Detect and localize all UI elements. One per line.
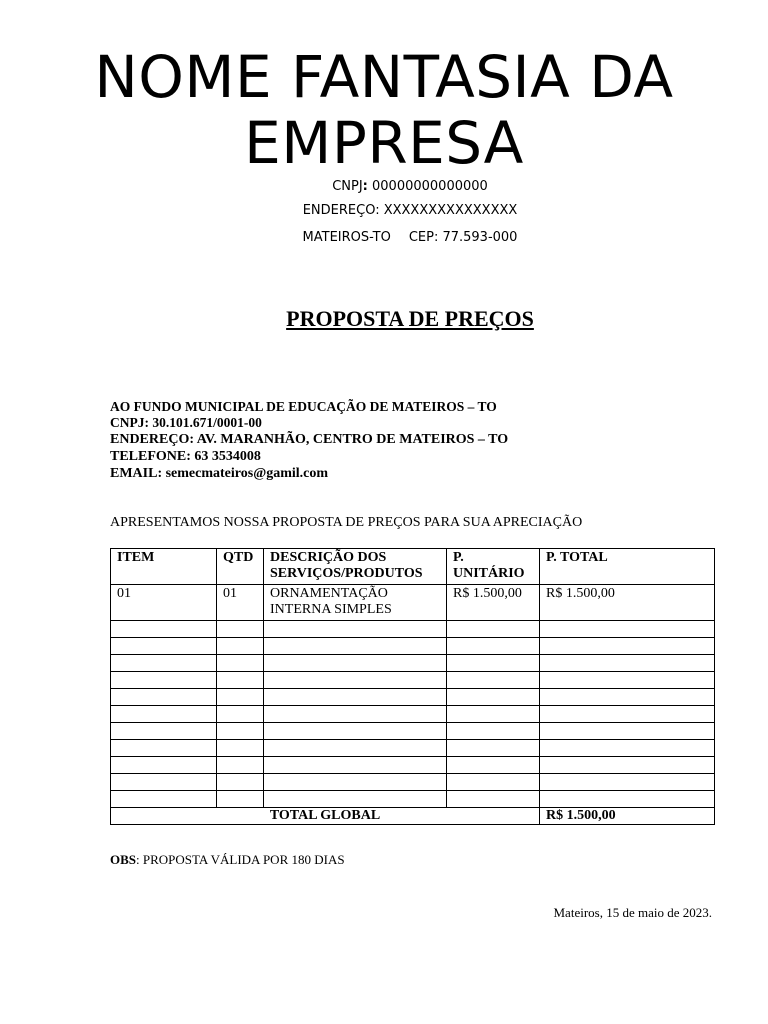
- table-row-empty: [111, 621, 715, 638]
- cell-total: R$ 1.500,00: [540, 585, 715, 621]
- table-row-empty: [111, 774, 715, 791]
- table-row: [111, 585, 715, 621]
- intro-text: APRESENTAMOS NOSSA PROPOSTA DE PREÇOS PARA SUA APRECIAÇÃO: [110, 515, 583, 530]
- cnpj-separator: :: [362, 179, 368, 194]
- cnpj-label: CNPJ: [332, 179, 363, 194]
- date-line: Mateiros, 15 de maio de 2023.: [553, 905, 712, 920]
- company-cep: CEP: 77.593-000: [408, 230, 518, 245]
- recipient-address: ENDEREÇO: AV. MARANHÃO, CENTRO DE MATEIROS – TO: [110, 432, 509, 447]
- table-header-row: [111, 549, 715, 585]
- table-row-empty: [111, 655, 715, 672]
- company-city-cep: [200, 230, 620, 246]
- table-row-empty: [111, 723, 715, 740]
- company-name: NOME FANTASIA DA EMPRESA: [94, 43, 674, 177]
- header-qtd: QTD: [217, 549, 264, 585]
- header-descricao: DESCRIÇÃO DOS SERVIÇOS/PRODUTOS: [264, 549, 447, 585]
- table-row-empty: [111, 757, 715, 774]
- header-item: ITEM: [111, 549, 217, 585]
- table-row-empty: [111, 672, 715, 689]
- recipient-phone: TELEFONE: 63 3534008: [110, 449, 261, 464]
- recipient-email: EMAIL: semecmateiros@gamil.com: [110, 466, 329, 481]
- total-global-value: R$ 1.500,00: [540, 808, 715, 825]
- company-city: MATEIROS-TO: [302, 230, 391, 245]
- table-row-empty: [111, 706, 715, 723]
- document-title: PROPOSTA DE PREÇOS: [286, 306, 534, 331]
- recipient-cnpj: CNPJ: 30.101.671/0001-00: [110, 415, 262, 430]
- table-row-empty: [111, 791, 715, 808]
- obs-label: OBS: [110, 852, 137, 867]
- recipient-name: AO FUNDO MUNICIPAL DE EDUCAÇÃO DE MATEIROS – TO: [110, 399, 497, 414]
- obs-text: : PROPOSTA VÁLIDA POR 180 DIAS: [136, 852, 345, 867]
- table-row-empty: [111, 638, 715, 655]
- recipient-block: [110, 399, 508, 482]
- cnpj-value: 00000000000000: [367, 179, 488, 194]
- company-cnpj: [200, 179, 620, 195]
- cell-unitario: R$ 1.500,00: [447, 585, 540, 621]
- cell-descricao: ORNAMENTAÇÃO INTERNA SIMPLES: [264, 585, 447, 621]
- company-address: ENDEREÇO: XXXXXXXXXXXXXXX: [302, 203, 518, 218]
- header-total: P. TOTAL: [540, 549, 715, 585]
- cell-qtd: 01: [217, 585, 264, 621]
- table-total-row: [111, 808, 715, 825]
- cell-item: 01: [111, 585, 217, 621]
- items-table: [110, 548, 715, 825]
- table-row-empty: [111, 689, 715, 706]
- table-row-empty: [111, 740, 715, 757]
- total-global-label: TOTAL GLOBAL: [111, 808, 540, 825]
- obs-note: [110, 852, 345, 868]
- header-unitario: P. UNITÁRIO: [447, 549, 540, 585]
